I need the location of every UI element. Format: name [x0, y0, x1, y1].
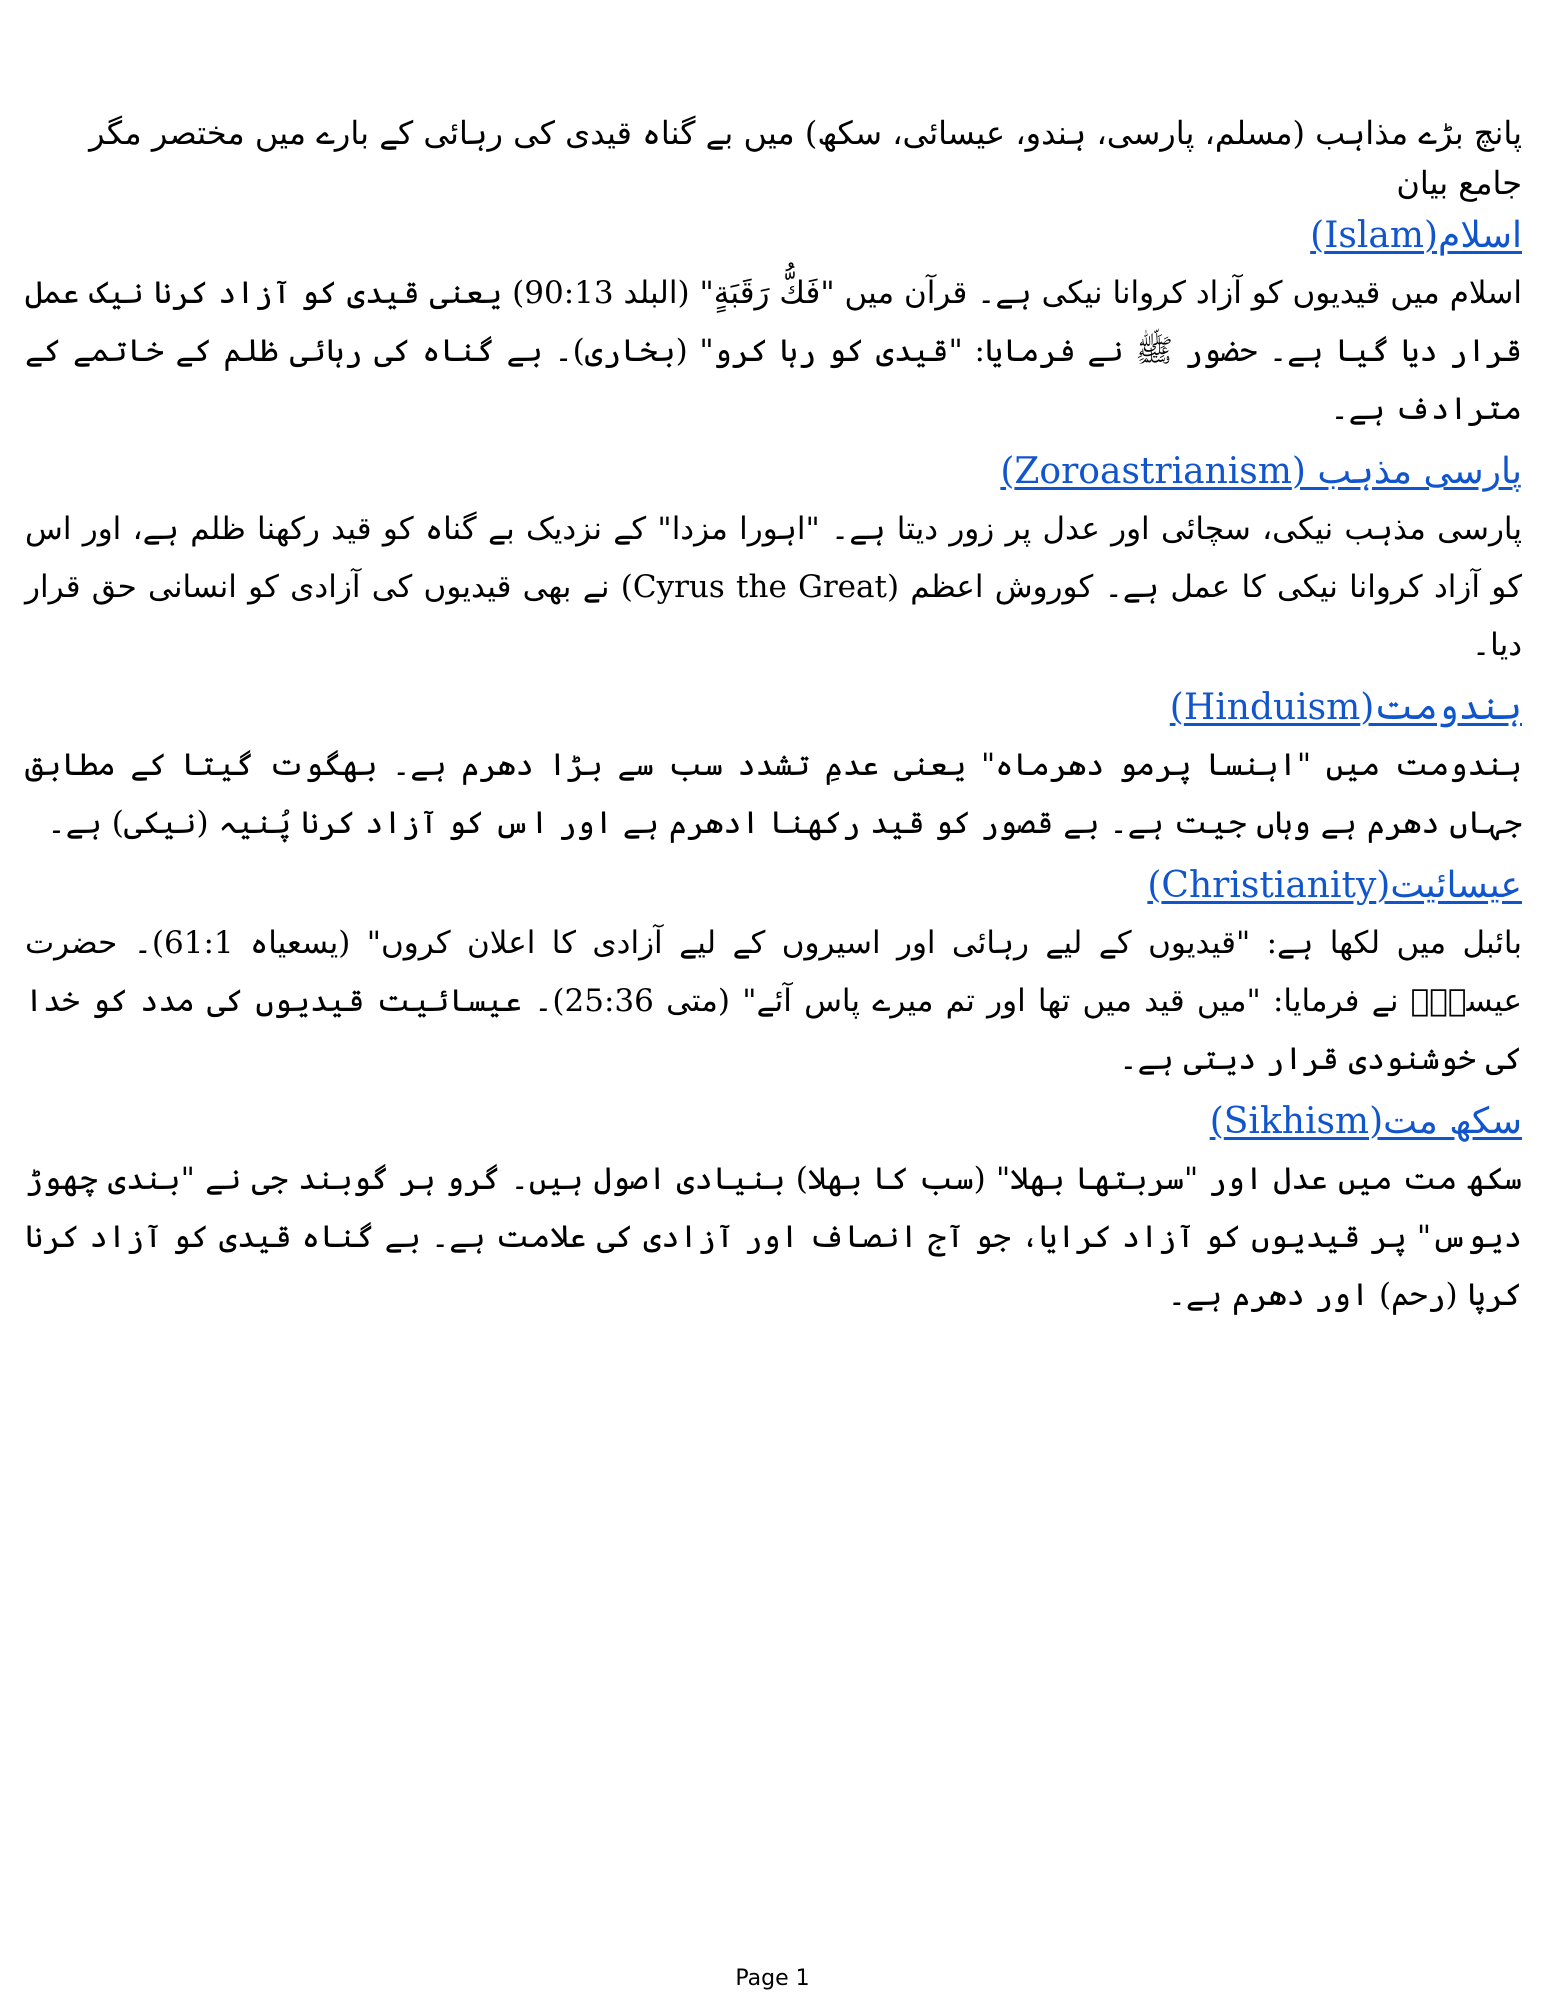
section-heading	[25, 208, 1522, 264]
section-islam	[25, 208, 1522, 438]
section-paragraph: پارسی مذہب نیکی، سچائی اور عدل پر زور دیتا ہے۔ "اہورا مزدا" کے نزدیک بے گناہ کو قید رکھنا ظلم ہے، اور اس کو آزاد کروانا نیکی کا عمل ہے۔ کوروش اعظم (Cyrus the Great) نے بھی قیدیوں کی آزادی کو انسانی حق قرار دیا۔	[25, 511, 1522, 663]
section-paragraph: اسلام میں قیدیوں کو آزاد کروانا نیکی ہے۔ قرآن میں "فَكُّ رَقَبَةٍ" (البلد 90:13) یعنی قیدی کو آزاد کرنا نیک عمل قرار دیا گیا ہے۔ حضور ﷺ نے فرمایا: "قیدی کو رہا کرو" (بخاری)۔ بے گناہ کی رہائی ظلم کے خاتمے کے مترادف ہے۔	[25, 275, 1522, 427]
heading-link-sikhism[interactable]: سکھ مت(Sikhism)	[1209, 1101, 1522, 1142]
section-heading	[25, 680, 1522, 736]
section-paragraph: ہندومت میں "اہنسا پرمو دھرماہ" یعنی عدمِ تشدد سب سے بڑا دھرم ہے۔ بھگوت گیتا کے مطابق جہاں دھرم ہے وہاں جیت ہے۔ بے قصور کو قید رکھنا ادھرم ہے اور اس کو آزاد کرنا پُنیہ (نیکی) ہے۔	[25, 747, 1522, 841]
document-title: پانچ بڑے مذاہب (مسلم، پارسی، ہندو، عیسائی، سکھ) میں بے گناہ قیدی کی رہائی کے بارے میں مختصر مگر جامع بیان	[89, 114, 1522, 202]
heading-link-zoroastrianism[interactable]: پارسی مذہب (Zoroastrianism)	[1000, 451, 1522, 492]
section-zoroastrianism	[25, 444, 1522, 674]
heading-link-christianity[interactable]: عیسائیت(Christianity)	[1147, 865, 1522, 906]
section-heading	[25, 1094, 1522, 1150]
section-christianity	[25, 858, 1522, 1088]
document-content	[25, 108, 1522, 1330]
section-sikhism	[25, 1094, 1522, 1324]
section-paragraph: بائبل میں لکھا ہے: "قیدیوں کے لیے رہائی اور اسیروں کے لیے آزادی کا اعلان کروں" (یسعیاہ 61:1)۔ حضرت عیسیٰؑ نے فرمایا: "میں قید میں تھا اور تم میرے پاس آئے" (متی 25:36)۔ عیسائیت قیدیوں کی مدد کو خدا کی خوشنودی قرار دیتی ہے۔	[25, 925, 1522, 1077]
heading-link-hinduism[interactable]: ہندومت(Hinduism)	[1169, 687, 1522, 728]
section-heading	[25, 858, 1522, 914]
section-heading	[25, 444, 1522, 500]
section-hinduism	[25, 680, 1522, 852]
heading-link-islam[interactable]: اسلام(Islam)	[1310, 215, 1522, 256]
page-number: Page 1	[735, 1966, 810, 1991]
section-paragraph: سکھ مت میں عدل اور "سربتھا بھلا" (سب کا بھلا) بنیادی اصول ہیں۔ گرو ہر گوبند جی نے "بندی چھوڑ دیوس" پر قیدیوں کو آزاد کرایا، جو آج انصاف اور آزادی کی علامت ہے۔ بے گناہ قیدی کو آزاد کرنا کرپا (رحم) اور دھرم ہے۔	[25, 1161, 1522, 1313]
